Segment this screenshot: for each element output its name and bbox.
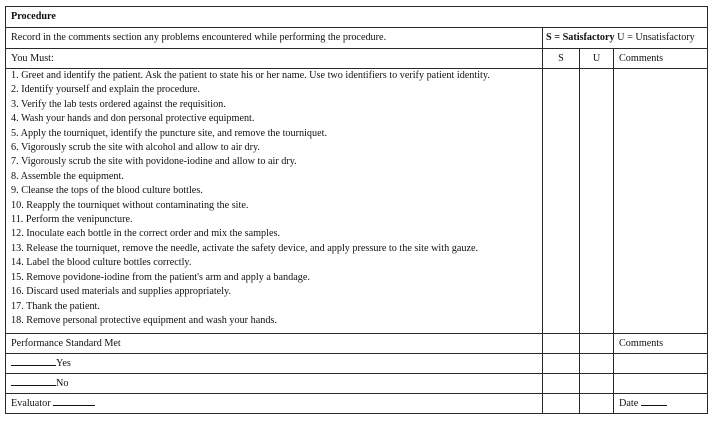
no-row [6, 374, 708, 394]
yes-row [6, 354, 708, 374]
step-item: 1. Greet and identify the patient. Ask the patient to state his or her name. Use two identifiers to verify patient identity. [11, 70, 490, 81]
no-comments-cell[interactable] [614, 374, 708, 394]
no-blank-line[interactable] [11, 374, 56, 386]
step-item: 5. Apply the tourniquet, identify the puncture site, and remove the tourniquet. [11, 127, 328, 139]
performance-standard-row [6, 334, 708, 354]
step-item: 10. Reapply the tourniquet without contaminating the site. [11, 199, 249, 211]
evaluator-label: Evaluator [11, 398, 51, 409]
step-item: 6. Vigorously scrub the site with alcohol and allow to air dry. [11, 142, 260, 154]
procedure-title: Procedure [6, 7, 708, 28]
s-score-cell[interactable] [543, 69, 580, 334]
step-item: 9. Cleanse the tops of the blood culture bottles. [11, 185, 203, 197]
performance-s-cell [543, 334, 580, 354]
step-item: 3. Verify the lab tests ordered against the requisition. [11, 98, 226, 110]
no-s-cell [543, 374, 580, 394]
performance-standard-label: Performance Standard Met [6, 334, 543, 354]
step-item: 18. Remove personal protective equipment and wash your hands. [11, 314, 277, 326]
date-field[interactable] [614, 394, 708, 414]
u-score-cell[interactable] [580, 69, 614, 334]
you-must-header: You Must: [6, 49, 543, 69]
steps-row [6, 69, 708, 334]
step-item: 4. Wash your hands and don personal protective equipment. [11, 113, 255, 125]
step-item: 16. Discard used materials and supplies appropriately. [11, 286, 232, 298]
no-u-cell [580, 374, 614, 394]
performance-u-cell [580, 334, 614, 354]
step-item: 7. Vigorously scrub the site with povidone-iodine and allow to air dry. [11, 156, 297, 168]
comments-column-header: Comments [614, 49, 708, 69]
legend-satisfactory: S = Satisfactory [546, 32, 615, 43]
no-option[interactable] [6, 374, 543, 394]
yes-option[interactable] [6, 354, 543, 374]
step-comments-cell[interactable] [614, 69, 708, 334]
evaluator-blank-line[interactable] [53, 394, 95, 406]
rating-legend [543, 28, 708, 49]
yes-label: Yes [56, 358, 71, 369]
yes-u-cell [580, 354, 614, 374]
evaluator-row [6, 394, 708, 414]
column-header-row [6, 49, 708, 69]
yes-comments-cell[interactable] [614, 354, 708, 374]
step-item: 14. Label the blood culture bottles correctly. [11, 257, 192, 269]
performance-comments-label: Comments [614, 334, 708, 354]
step-item: 8. Assemble the equipment. [11, 170, 124, 182]
step-item: 12. Inoculate each bottle in the correct order and mix the samples. [11, 228, 281, 240]
evaluator-s-cell [543, 394, 580, 414]
date-blank-line[interactable] [641, 394, 667, 406]
instruction-text: Record in the comments section any problems encountered while performing the procedure. [6, 28, 543, 49]
date-label: Date [619, 398, 639, 409]
evaluator-field[interactable] [6, 394, 543, 414]
step-item: 17. Thank the patient. [11, 300, 100, 312]
title-row [6, 7, 708, 28]
s-column-header: S [543, 49, 580, 69]
yes-s-cell [543, 354, 580, 374]
legend-unsatisfactory: U = Unsatisfactory [617, 32, 695, 43]
instruction-row [6, 28, 708, 49]
step-item: 13. Release the tourniquet, remove the needle, activate the safety device, and apply pressure to the site with gauze. [11, 242, 479, 254]
yes-blank-line[interactable] [11, 354, 56, 366]
steps-list [6, 69, 543, 334]
procedure-checklist-table [5, 6, 708, 414]
u-column-header: U [580, 49, 614, 69]
no-label: No [56, 378, 69, 389]
step-item: 11. Perform the venipuncture. [11, 214, 133, 226]
step-item: 15. Remove povidone-iodine from the patient's arm and apply a bandage. [11, 271, 310, 283]
evaluator-u-cell [580, 394, 614, 414]
step-item: 2. Identify yourself and explain the procedure. [11, 84, 200, 96]
